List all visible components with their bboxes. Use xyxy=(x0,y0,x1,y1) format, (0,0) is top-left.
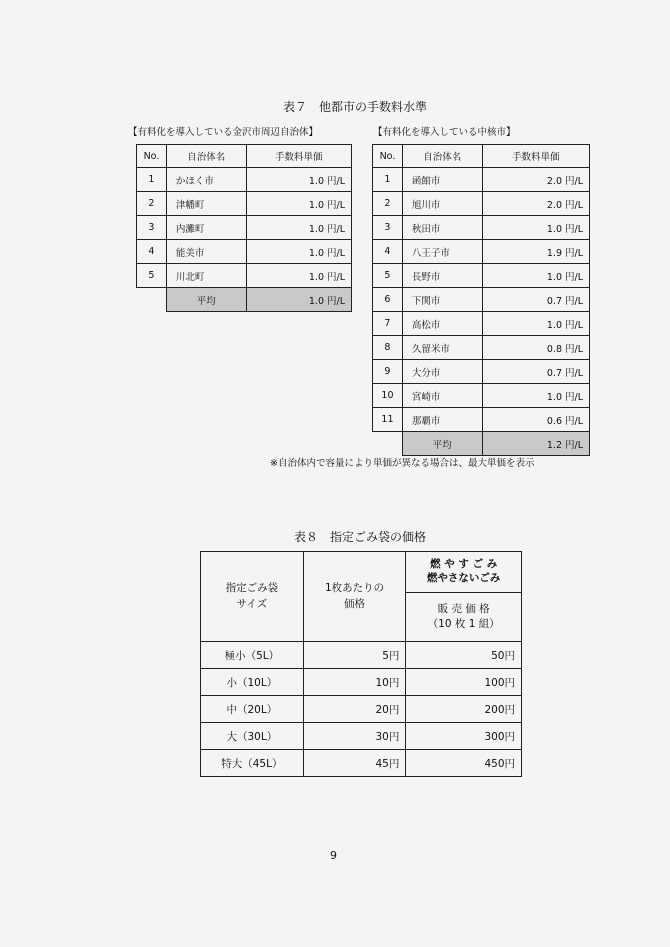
row-name: 大分市 xyxy=(402,360,482,384)
row-price: 1.0 円/L xyxy=(482,216,589,240)
table-row xyxy=(201,696,522,723)
table-row xyxy=(201,723,522,750)
table7-left xyxy=(136,144,352,312)
row-no: 7 xyxy=(373,312,403,336)
row-no: 10 xyxy=(373,384,403,408)
row-size: 特大（45L） xyxy=(201,750,304,777)
table-row xyxy=(201,669,522,696)
average-row xyxy=(137,288,352,312)
row-no: 5 xyxy=(373,264,403,288)
row-price: 2.0 円/L xyxy=(482,168,589,192)
table7-right-subtitle: 【有料化を導入している中核市】 xyxy=(373,127,516,138)
row-no: 2 xyxy=(137,192,167,216)
table-row xyxy=(373,264,590,288)
table-row xyxy=(373,288,590,312)
row-no: 11 xyxy=(373,408,403,432)
row-name: 那覇市 xyxy=(402,408,482,432)
table-row xyxy=(373,192,590,216)
row-unit-price: 30円 xyxy=(303,723,406,750)
row-size: 極小（5L） xyxy=(201,642,304,669)
row-name: 宮崎市 xyxy=(402,384,482,408)
row-name: 長野市 xyxy=(402,264,482,288)
table-row xyxy=(373,216,590,240)
average-label: 平均 xyxy=(166,288,246,312)
row-price: 1.0 円/L xyxy=(246,240,352,264)
row-no: 3 xyxy=(373,216,403,240)
row-size: 中（20L） xyxy=(201,696,304,723)
row-name: 秋田市 xyxy=(402,216,482,240)
row-price: 1.0 円/L xyxy=(246,192,352,216)
row-set-price: 50円 xyxy=(406,642,522,669)
table-row xyxy=(201,750,522,777)
row-price: 0.7 円/L xyxy=(482,360,589,384)
row-name: かほく市 xyxy=(166,168,246,192)
row-name: 旭川市 xyxy=(402,192,482,216)
blank-cell xyxy=(137,288,167,312)
row-price: 1.0 円/L xyxy=(246,168,352,192)
row-price: 1.0 円/L xyxy=(482,264,589,288)
table-row xyxy=(137,264,352,288)
row-price: 1.0 円/L xyxy=(246,264,352,288)
row-price: 0.8 円/L xyxy=(482,336,589,360)
table7-note: ※自治体内で容量により単価が異なる場合は、最大単価を表示 xyxy=(270,458,535,469)
row-name: 函館市 xyxy=(402,168,482,192)
col-header-size: 指定ごみ袋 サイズ xyxy=(201,552,304,642)
row-size: 大（30L） xyxy=(201,723,304,750)
table-row xyxy=(137,240,352,264)
row-unit-price: 45円 xyxy=(303,750,406,777)
table-header-row xyxy=(137,145,352,168)
row-no: 9 xyxy=(373,360,403,384)
row-no: 6 xyxy=(373,288,403,312)
col-header-price: 手数料単価 xyxy=(482,145,589,168)
col-header-sale-price: 販 売 価 格 （10 枚 1 組） xyxy=(406,593,522,642)
col-header-price: 手数料単価 xyxy=(246,145,352,168)
table-row xyxy=(373,408,590,432)
row-no: 8 xyxy=(373,336,403,360)
row-unit-price: 10円 xyxy=(303,669,406,696)
table-row xyxy=(373,360,590,384)
row-price: 1.0 円/L xyxy=(482,312,589,336)
row-name: 川北町 xyxy=(166,264,246,288)
row-price: 0.7 円/L xyxy=(482,288,589,312)
row-name: 内灘町 xyxy=(166,216,246,240)
row-set-price: 200円 xyxy=(406,696,522,723)
col-header-no: No. xyxy=(373,145,403,168)
table8 xyxy=(200,551,522,777)
row-no: 4 xyxy=(373,240,403,264)
row-no: 2 xyxy=(373,192,403,216)
row-set-price: 100円 xyxy=(406,669,522,696)
average-value: 1.0 円/L xyxy=(246,288,352,312)
row-no: 4 xyxy=(137,240,167,264)
table7-right xyxy=(372,144,590,456)
row-no: 3 xyxy=(137,216,167,240)
row-no: 1 xyxy=(137,168,167,192)
average-label: 平均 xyxy=(402,432,482,456)
row-set-price: 300円 xyxy=(406,723,522,750)
row-price: 1.0 円/L xyxy=(482,384,589,408)
col-header-name: 自治体名 xyxy=(166,145,246,168)
row-name: 能美市 xyxy=(166,240,246,264)
table-row xyxy=(373,312,590,336)
col-header-name: 自治体名 xyxy=(402,145,482,168)
table-row xyxy=(201,642,522,669)
table-header-row xyxy=(373,145,590,168)
row-name: 津幡町 xyxy=(166,192,246,216)
col-header-no: No. xyxy=(137,145,167,168)
row-name: 高松市 xyxy=(402,312,482,336)
col-header-garbage-type: 燃 や す ご み 燃やさないごみ xyxy=(406,552,522,593)
row-no: 5 xyxy=(137,264,167,288)
average-row xyxy=(373,432,590,456)
average-value: 1.2 円/L xyxy=(482,432,589,456)
table-row xyxy=(373,336,590,360)
table-row xyxy=(137,168,352,192)
row-price: 1.9 円/L xyxy=(482,240,589,264)
blank-cell xyxy=(373,432,403,456)
row-name: 下関市 xyxy=(402,288,482,312)
row-name: 久留米市 xyxy=(402,336,482,360)
page-number: 9 xyxy=(330,849,337,862)
row-price: 2.0 円/L xyxy=(482,192,589,216)
row-name: 八王子市 xyxy=(402,240,482,264)
table-row xyxy=(137,192,352,216)
row-set-price: 450円 xyxy=(406,750,522,777)
row-unit-price: 5円 xyxy=(303,642,406,669)
row-size: 小（10L） xyxy=(201,669,304,696)
row-price: 1.0 円/L xyxy=(246,216,352,240)
table-row xyxy=(137,216,352,240)
table8-caption: 表８ 指定ごみ袋の価格 xyxy=(294,530,427,544)
table-row xyxy=(373,168,590,192)
row-unit-price: 20円 xyxy=(303,696,406,723)
row-no: 1 xyxy=(373,168,403,192)
row-price: 0.6 円/L xyxy=(482,408,589,432)
table-row xyxy=(373,240,590,264)
col-header-unit-price: 1枚あたりの 価格 xyxy=(303,552,406,642)
table-row xyxy=(373,384,590,408)
table7-left-subtitle: 【有料化を導入している金沢市周辺自治体】 xyxy=(128,127,319,138)
table7-caption: 表７ 他都市の手数料水準 xyxy=(283,100,428,114)
